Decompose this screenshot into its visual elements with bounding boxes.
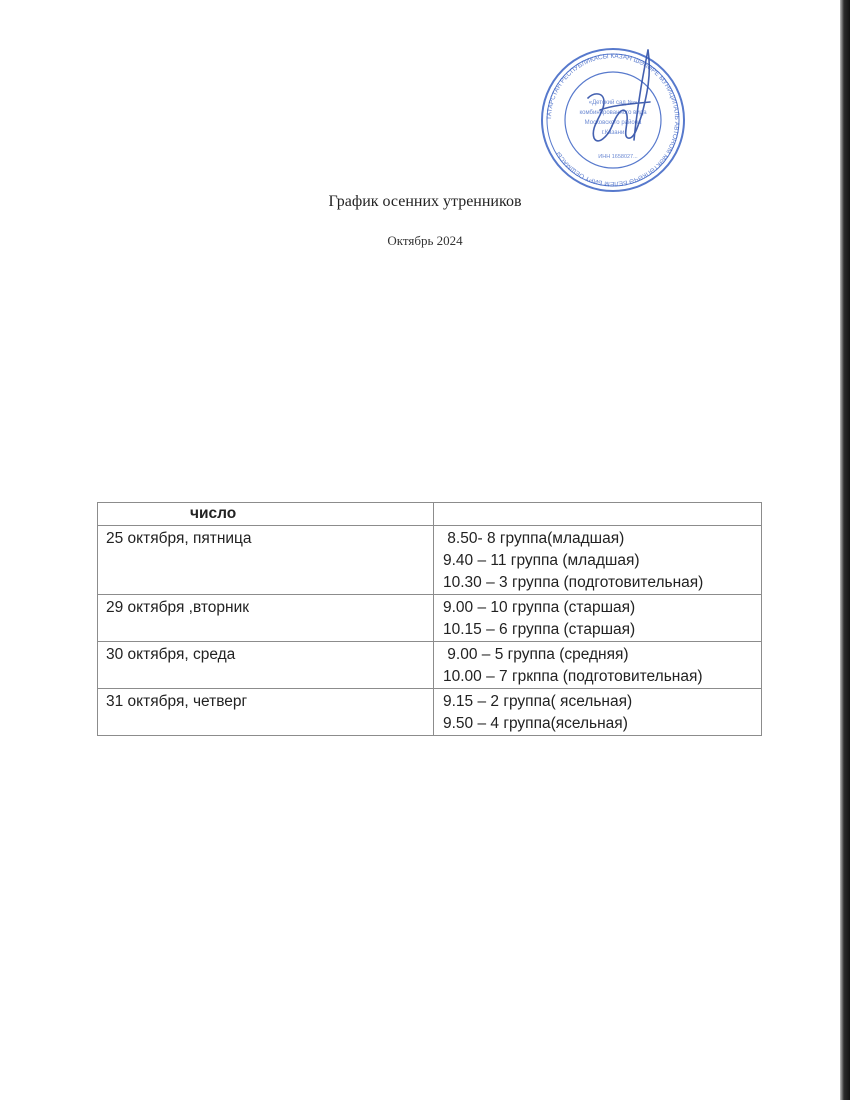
row-times: [434, 595, 762, 642]
row-date: 31 октября, четверг: [98, 689, 434, 736]
column-header-times: [434, 503, 762, 526]
time-slot: 10.30 – 3 группа (подготовительная): [443, 574, 704, 591]
document-subtitle: Октябрь 2024: [387, 233, 463, 248]
svg-text:г.Казани: г.Казани: [601, 130, 625, 136]
row-date: 25 октября, пятница: [98, 526, 434, 595]
table-row: [98, 526, 762, 595]
table-header-row: [98, 503, 762, 526]
row-times: [434, 526, 762, 595]
svg-text:комбинированного вида: комбинированного вида: [579, 110, 647, 116]
column-header-date: число: [98, 503, 434, 526]
time-slot: 8.50- 8 группа(младшая): [443, 530, 625, 547]
row-times: [434, 689, 762, 736]
row-date: 30 октября, среда: [98, 642, 434, 689]
time-slot: 10.15 – 6 группа (старшая): [443, 621, 636, 638]
table-row: [98, 595, 762, 642]
official-stamp: [538, 40, 688, 200]
svg-text:«Детский сад №»: «Детский сад №»: [588, 100, 638, 106]
svg-text:ТАТАРСТАН РЕСПУБЛИКАСЫ КАЗАН Ш: ТАТАРСТАН РЕСПУБЛИКАСЫ КАЗАН ШӘҺӘРЕ МУНИЦИПАЛЬ АВТОНОМ МӘКТӘПКӘЧӘ БЕЛЕМ БИРҮ ОЕШМАСЫ: [545, 52, 681, 188]
time-slot: 9.40 – 11 группа (младшая): [443, 552, 640, 569]
time-slot: 9.15 – 2 группа( ясельная): [443, 693, 633, 710]
table-row: [98, 642, 762, 689]
document-title: График осенних утренников: [328, 193, 522, 210]
time-slot: 9.50 – 4 группа(ясельная): [443, 715, 628, 732]
row-date: 29 октября ,вторник: [98, 595, 434, 642]
svg-text:ИНН 1658027...: ИНН 1658027...: [598, 154, 638, 160]
time-slot: 10.00 – 7 гркппа (подготовительная): [443, 668, 703, 685]
scan-edge-shadow: [840, 0, 850, 1100]
schedule-table: [97, 502, 762, 736]
time-slot: 9.00 – 10 группа (старшая): [443, 599, 636, 616]
table-row: [98, 689, 762, 736]
row-times: [434, 642, 762, 689]
svg-text:Московского района: Московского района: [584, 120, 642, 126]
time-slot: 9.00 – 5 группа (средняя): [443, 646, 629, 663]
